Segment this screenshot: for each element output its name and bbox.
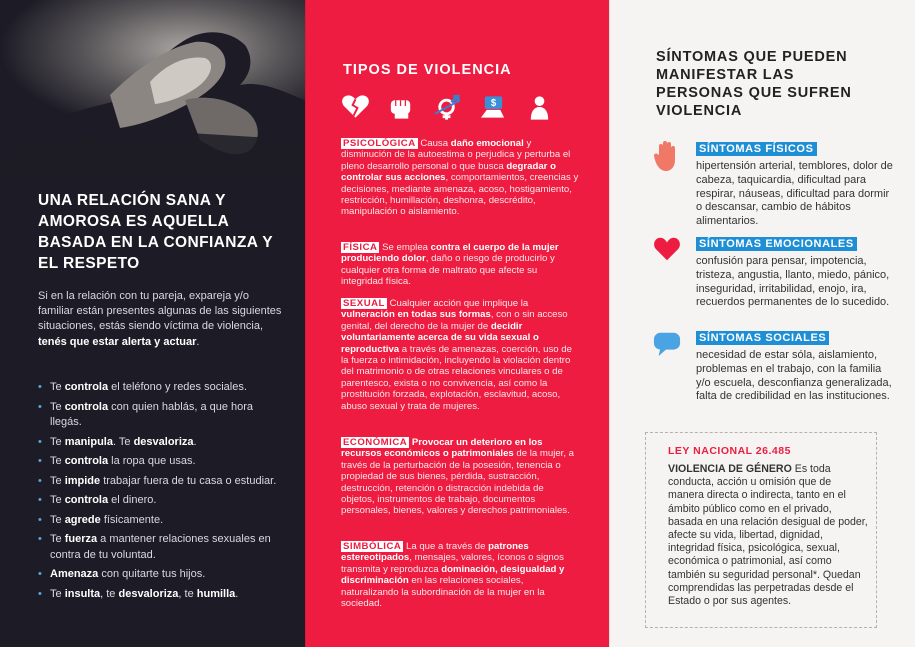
list-item: • Te impide trabajar fuera de tu casa o estudiar.	[38, 474, 278, 490]
list-item: • Te insulta, te desvaloriza, te humilla.	[38, 587, 278, 603]
fist-icon	[387, 94, 416, 120]
violence-sexual: SEXUAL Cualquier acción que implique la vulneración en todas sus formas, con o sin acceso genital, del derecho de la mujer de decidir voluntariamente acerca de su vida sexual o reproductiva a través de amenazas, coerción, uso de la fuerza o intimidación, incluyendo la violación dentro del matrimonio o de otras relaciones vinculares o de parentesco, exista o no convivencia, así como la prostitución forzada, explotación, esclavitud, acoso, abuso sexual y trata de mujeres.	[341, 298, 572, 412]
symptoms-title: SÍNTOMAS QUE PUEDEN MANIFESTAR LAS PERSONAS QUE SUFREN VIOLENCIA	[656, 49, 852, 119]
list-item: • Te controla con quien hablás, a que hora llegás.	[38, 400, 278, 431]
gender-symbols-icon	[433, 94, 462, 120]
violence-label: SIMBÓLICA	[343, 541, 402, 552]
person-icon	[525, 94, 554, 120]
left-headline: UNA RELACIÓN SANA Y AMOROSA ES AQUELLA BASADA EN LA CONFIANZA Y EL RESPETO	[38, 192, 273, 272]
list-item: • Te fuerza a mantener relaciones sexuales en contra de tu voluntad.	[38, 532, 278, 563]
list-item: • Te controla el teléfono y redes sociales.	[38, 380, 278, 396]
violence-types-title: TIPOS DE VIOLENCIA	[343, 62, 512, 78]
violence-label: PSICOLÓGICA	[343, 138, 416, 149]
violence-economica: ECONÓMICA Provocar un deterioro en los recursos económicos o patrimoniales de la mujer, a través de la perturbación de la posesión, tenencia o propiedad de sus bienes, pérdida, sustracción, destrucción, retención o distracción indebida de objetos, instrumentos de trabajo, documentos personales, bienes, valores y derechos patrimoniales.	[341, 437, 575, 517]
money-hand-icon	[479, 94, 508, 120]
violence-icons-row	[341, 94, 554, 120]
speech-bubble-icon	[653, 330, 681, 360]
middle-panel	[305, 0, 609, 647]
violence-fisica: FÍSICA Se emplea contra el cuerpo de la mujer produciendo dolor, daño o riesgo de producirlo y cualquier otra forma de maltrato que afecte su integridad física.	[341, 242, 559, 288]
violence-psicologica: PSICOLÓGICA Causa daño emocional y disminución de la autoestima o perjudica y perturba el pleno desarrollo personal o que busca degradar o controlar sus acciones, comportamientos, creencias y decisiones, mediante amenaza, acoso, hostigamiento, restricción, humillación, deshonra, descrédito, manipulación o aislamiento.	[341, 138, 579, 218]
broken-heart-icon	[341, 94, 370, 120]
symptom-title-emotional: SÍNTOMAS EMOCIONALES	[696, 237, 857, 251]
symptom-text-physical: hipertensión arterial, temblores, dolor de cabeza, taquicardia, dificultad para respirar, náuseas, dificultad para dormir o descansar, cambio de hábitos alimentarios.	[696, 160, 893, 228]
symptom-text-emotional: confusión para pensar, impotencia, tristeza, angustia, llanto, miedo, pánico, inseguridad, irritabilidad, enojo, ira, recuerdos permanentes de lo sucedido.	[696, 255, 890, 309]
violence-simbolica: SIMBÓLICA La que a través de patrones estereotipados, mensajes, valores, íconos o signos transmita y reproduzca dominación, desigualdad y discriminación en las relaciones sociales, naturalizando la subordinación de la mujer en la sociedad.	[341, 541, 565, 610]
law-box	[645, 432, 877, 628]
symptom-title-physical: SÍNTOMAS FÍSICOS	[696, 142, 817, 156]
list-item: • Amenaza con quitarte tus hijos.	[38, 567, 278, 583]
left-intro: Si en la relación con tu pareja, expareja y/o familiar están presentes algunas de las siguientes situaciones, estás siendo víctima de violencia, tenés que estar alerta y actuar.	[38, 290, 282, 348]
holding-hands-image	[0, 0, 305, 175]
law-title: LEY NACIONAL 26.485	[668, 445, 791, 457]
violence-label: SEXUAL	[343, 298, 385, 309]
symptom-title-social: SÍNTOMAS SOCIALES	[696, 331, 829, 345]
law-text: VIOLENCIA DE GÉNERO Es toda conducta, acción u omisión que de manera directa o indirecta, tanto en el ámbito público como en el privado, basada en una relación desigual de poder, afecte su vida, libertad, dignidad, integridad física, psicológica, sexual, económica o patrimonial, así como también su seguridad personal*. Quedan comprendidas las perpetradas desde el Estado o por sus agentes.	[668, 463, 868, 608]
list-item: • Te controla la ropa que usas.	[38, 454, 278, 470]
list-item: • Te agrede físicamente.	[38, 513, 278, 529]
violence-label: FÍSICA	[343, 242, 378, 253]
fold-line	[305, 0, 306, 647]
right-panel	[609, 0, 915, 647]
stop-hand-icon	[653, 140, 681, 170]
warning-signs-list	[38, 380, 278, 606]
violence-label: ECONÓMICA	[343, 437, 408, 448]
left-panel	[0, 0, 305, 647]
fold-line	[609, 0, 610, 647]
list-item: • Te manipula. Te desvaloriza.	[38, 435, 278, 451]
svg-text:$: $	[490, 98, 497, 110]
heart-icon	[653, 236, 681, 266]
symptom-text-social: necesidad de estar sóla, aislamiento, problemas en el trabajo, con la familia y/o escuela, desconfianza generalizada, falta de credibilidad en las instituciones.	[696, 349, 892, 403]
list-item: • Te controla el dinero.	[38, 493, 278, 509]
